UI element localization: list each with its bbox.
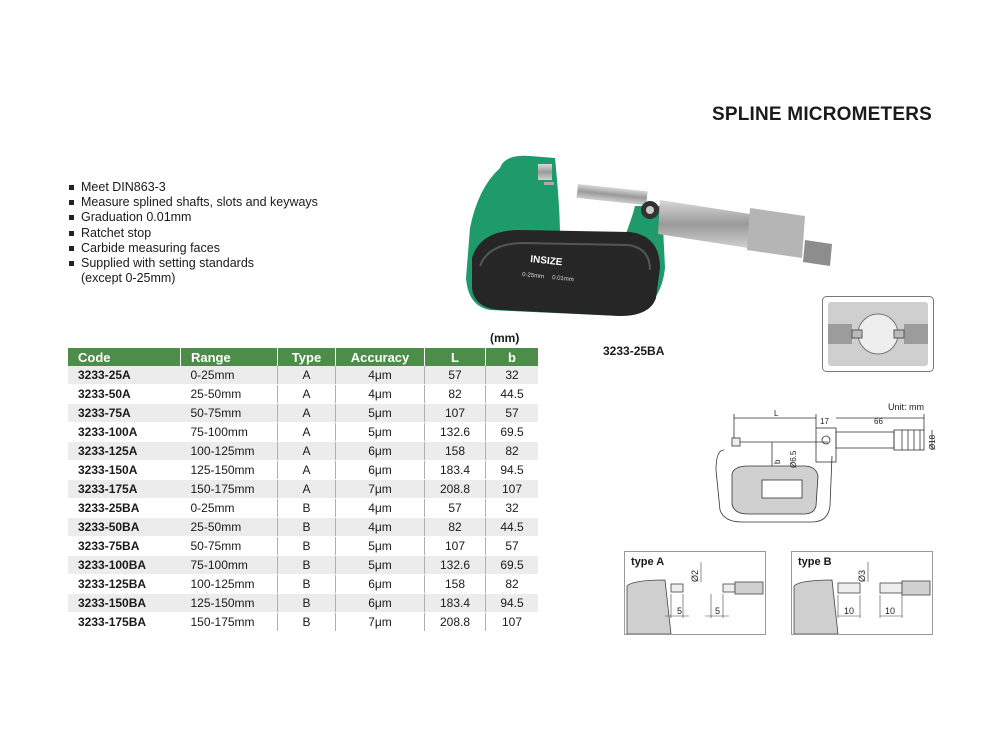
cell-accuracy: 4μm: [336, 518, 425, 537]
dim-L: L: [774, 410, 779, 418]
cell-l: 158: [425, 442, 486, 461]
table-row: [68, 499, 538, 518]
cell-b: 57: [486, 404, 539, 423]
header-accuracy: Accuracy: [336, 348, 425, 366]
type-b-len2: 10: [885, 606, 896, 616]
cell-l: 107: [425, 404, 486, 423]
cell-range: 75-100mm: [181, 556, 278, 575]
cell-accuracy: 7μm: [336, 480, 425, 499]
page-title: SPLINE MICROMETERS: [711, 104, 932, 125]
feature-item: Ratchet stop: [68, 226, 318, 241]
table-row: [68, 366, 538, 385]
cell-type: B: [278, 537, 336, 556]
cell-b: 32: [486, 366, 539, 385]
type-a-diagram: [624, 551, 766, 635]
cell-b: 107: [486, 480, 539, 499]
header-code: Code: [68, 348, 181, 366]
cell-l: 183.4: [425, 461, 486, 480]
cell-type: A: [278, 461, 336, 480]
cell-l: 183.4: [425, 594, 486, 613]
cell-type: A: [278, 423, 336, 442]
table-row: [68, 518, 538, 537]
feature-item: Meet DIN863-3: [68, 180, 318, 195]
type-a-len1: 5: [677, 606, 683, 616]
cell-range: 25-50mm: [181, 385, 278, 404]
cell-code: 3233-25A: [68, 366, 181, 385]
cell-b: 94.5: [486, 461, 539, 480]
cell-code: 3233-50BA: [68, 518, 181, 537]
cell-range: 100-125mm: [181, 442, 278, 461]
micrometer-image: [460, 148, 840, 328]
cell-type: A: [278, 480, 336, 499]
feature-list: [68, 180, 318, 286]
product-model: 3233-25BA: [603, 344, 665, 358]
cell-accuracy: 5μm: [336, 537, 425, 556]
cell-range: 25-50mm: [181, 518, 278, 537]
cell-type: B: [278, 575, 336, 594]
cell-l: 57: [425, 366, 486, 385]
type-a-dia: Ø2: [690, 569, 700, 582]
table-row: [68, 480, 538, 499]
table-row: [68, 575, 538, 594]
cell-l: 208.8: [425, 480, 486, 499]
table-row: [68, 613, 538, 632]
cell-type: B: [278, 556, 336, 575]
table-row: [68, 404, 538, 423]
cell-b: 82: [486, 575, 539, 594]
anvil-detail-image: [822, 296, 934, 372]
cell-type: A: [278, 385, 336, 404]
cell-range: 0-25mm: [181, 366, 278, 385]
cell-b: 32: [486, 499, 539, 518]
cell-range: 125-150mm: [181, 594, 278, 613]
type-b-dia: Ø3: [857, 569, 867, 582]
cell-accuracy: 6μm: [336, 594, 425, 613]
dim-66: 66: [874, 417, 883, 426]
cell-code: 3233-75BA: [68, 537, 181, 556]
cell-code: 3233-150A: [68, 461, 181, 480]
cell-accuracy: 6μm: [336, 575, 425, 594]
frame-marking-range: 0-25mm: [521, 272, 545, 281]
feature-item: Supplied with setting standards: [68, 256, 318, 271]
dim-6-5: Ø6.5: [789, 450, 798, 468]
cell-l: 107: [425, 537, 486, 556]
cell-range: 125-150mm: [181, 461, 278, 480]
frame-marking-graduation: 0.01mm: [551, 275, 574, 284]
type-b-label: type B: [798, 556, 832, 568]
cell-type: B: [278, 594, 336, 613]
cell-code: 3233-100A: [68, 423, 181, 442]
cell-accuracy: 7μm: [336, 613, 425, 632]
cell-range: 150-175mm: [181, 480, 278, 499]
cell-accuracy: 4μm: [336, 499, 425, 518]
header-range: Range: [181, 348, 278, 366]
cell-code: 3233-125A: [68, 442, 181, 461]
feature-item-continuation: (except 0-25mm): [81, 271, 176, 286]
table-row: [68, 556, 538, 575]
cell-accuracy: 4μm: [336, 366, 425, 385]
cell-l: 132.6: [425, 556, 486, 575]
cell-type: B: [278, 499, 336, 518]
cell-accuracy: 5μm: [336, 404, 425, 423]
cell-accuracy: 6μm: [336, 461, 425, 480]
table-row: [68, 594, 538, 613]
table-row: [68, 537, 538, 556]
cell-type: A: [278, 366, 336, 385]
cell-b: 94.5: [486, 594, 539, 613]
cell-range: 50-75mm: [181, 404, 278, 423]
table-row: [68, 423, 538, 442]
cell-range: 75-100mm: [181, 423, 278, 442]
cell-b: 69.5: [486, 423, 539, 442]
cell-code: 3233-150BA: [68, 594, 181, 613]
table-header-row: [68, 348, 538, 366]
drawing-unit: Unit: mm: [888, 402, 924, 412]
feature-item: Carbide measuring faces: [68, 241, 318, 256]
cell-type: B: [278, 518, 336, 537]
cell-range: 150-175mm: [181, 613, 278, 632]
logo: INSIZE: [529, 254, 563, 269]
cell-code: 3233-175BA: [68, 613, 181, 632]
table-unit: (mm): [490, 331, 520, 345]
cell-range: 100-125mm: [181, 575, 278, 594]
cell-code: 3233-75A: [68, 404, 181, 423]
cell-code: 3233-50A: [68, 385, 181, 404]
cell-code: 3233-25BA: [68, 499, 181, 518]
cell-b: 44.5: [486, 518, 539, 537]
header-l: L: [425, 348, 486, 366]
cell-code: 3233-100BA: [68, 556, 181, 575]
dimension-drawing: [712, 410, 944, 526]
feature-item: Measure splined shafts, slots and keyways: [68, 195, 318, 210]
cell-type: A: [278, 442, 336, 461]
cell-b: 44.5: [486, 385, 539, 404]
type-b-diagram: [791, 551, 933, 635]
cell-l: 158: [425, 575, 486, 594]
cell-accuracy: 5μm: [336, 556, 425, 575]
type-a-len2: 5: [715, 606, 721, 616]
table-row: [68, 461, 538, 480]
type-b-len1: 10: [844, 606, 855, 616]
dim-17: 17: [820, 417, 829, 426]
cell-l: 82: [425, 385, 486, 404]
header-b: b: [486, 348, 539, 366]
table-row: [68, 442, 538, 461]
dim-18: Ø18: [928, 434, 937, 450]
cell-code: 3233-125BA: [68, 575, 181, 594]
cell-l: 82: [425, 518, 486, 537]
cell-l: 132.6: [425, 423, 486, 442]
cell-accuracy: 5μm: [336, 423, 425, 442]
cell-type: A: [278, 404, 336, 423]
cell-b: 69.5: [486, 556, 539, 575]
dim-b: b: [773, 459, 782, 464]
spec-table: [68, 348, 538, 632]
cell-l: 208.8: [425, 613, 486, 632]
cell-accuracy: 4μm: [336, 385, 425, 404]
cell-b: 57: [486, 537, 539, 556]
type-a-label: type A: [631, 556, 665, 568]
cell-type: B: [278, 613, 336, 632]
feature-item: Graduation 0.01mm: [68, 210, 318, 225]
table-row: [68, 385, 538, 404]
cell-range: 50-75mm: [181, 537, 278, 556]
table-body: [68, 366, 538, 632]
cell-code: 3233-175A: [68, 480, 181, 499]
cell-l: 57: [425, 499, 486, 518]
header-type: Type: [278, 348, 336, 366]
cell-b: 107: [486, 613, 539, 632]
cell-accuracy: 6μm: [336, 442, 425, 461]
cell-b: 82: [486, 442, 539, 461]
cell-range: 0-25mm: [181, 499, 278, 518]
